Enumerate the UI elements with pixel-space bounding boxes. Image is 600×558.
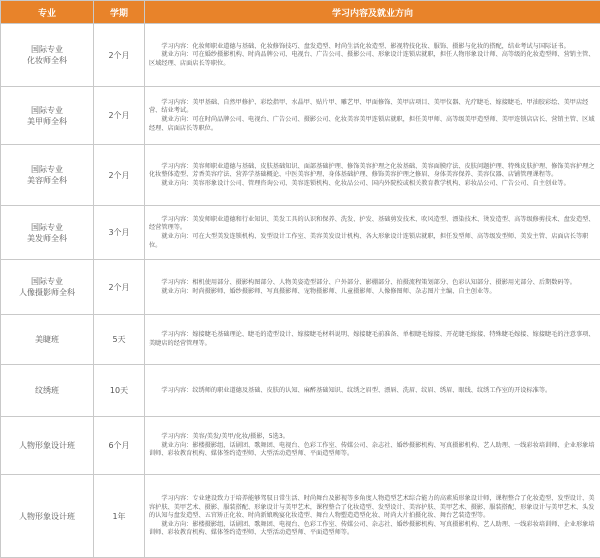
content-cell	[145, 475, 600, 558]
term-cell: 5天	[94, 315, 145, 365]
major-cell	[1, 87, 94, 145]
major-name: 人物形象设计班	[1, 511, 93, 522]
content-cell	[145, 365, 600, 417]
header-term: 学期	[94, 1, 145, 24]
major-name: 化妆师全科	[1, 55, 93, 66]
major-cell	[1, 365, 94, 417]
major-cell	[1, 145, 94, 206]
major-cell	[1, 260, 94, 315]
major-name: 美睫班	[1, 334, 93, 345]
term-cell: 2个月	[94, 145, 145, 206]
major-name: 国际专业	[1, 164, 93, 175]
career-direction-text: 就业方向：美容形象设计公司、管理咨询公司、美容连锁机构、化妆品公司、国内外院校或相关教育教学机构、彩妆品公司、广告公司、自主创业等。	[149, 180, 597, 189]
study-content-text: 学习内容：相机使用部分、摄影构图部分、人物美姿造型部分、户外部分、影棚部分、拍摄流程策划部分、色彩认知部分、摄影用光部分、后期数码等。	[149, 279, 597, 288]
study-content-text: 学习内容：美发师职业道德和行业知识、美发工具的认识和保养、洗发、护发、基础剪发技术、吹风造型、漂染技术、烫发造型、高等级修剪技术、盘发造型、经营管理等。	[149, 216, 597, 233]
major-cell	[1, 417, 94, 475]
career-direction-text: 就业方向：可在大型美发连锁机构、发型设计工作室、美容美发设计机构、各大形象设计连锁店就职，担任发型师、高等级发型师、美发主管、店面店长等职位。	[149, 233, 597, 250]
term-cell: 6个月	[94, 417, 145, 475]
study-content-text: 学习内容：美容/美发/美甲/化妆/摄影，5选3。	[149, 433, 597, 442]
study-content-text: 学习内容：纹绣师的职业道德及基础、皮肤的认知、麻醉基础知识、纹绣之眉型、漂唇、洗眉、纹眉、绣眉、眼线、纹绣工作室的开设标准等。	[149, 387, 597, 396]
table-row	[1, 206, 600, 260]
content-cell	[145, 87, 600, 145]
table-row	[1, 365, 600, 417]
study-content-text: 学习内容：化妆师职业道德与基础、化妆修饰技巧、盘发造型、时尚生活化妆造型、影视特技化妆、服饰、摄影与化妆的搭配，结业考试与国际证书。	[149, 43, 597, 52]
major-cell	[1, 315, 94, 365]
major-cell	[1, 24, 94, 87]
term-cell: 2个月	[94, 260, 145, 315]
table-body	[1, 24, 600, 558]
term-cell: 3个月	[94, 206, 145, 260]
major-name: 人像摄影师全科	[1, 287, 93, 298]
major-name: 人物形象设计班	[1, 440, 93, 451]
table-row	[1, 24, 600, 87]
career-direction-text: 就业方向：可在时尚品牌公司、电视台、广告公司、摄影公司、化妆美容美甲连锁店就职，担任美甲师、高等级美甲造型师、美甲连锁店店长、营销主管、区域经理、店面店长等职位。	[149, 116, 597, 133]
header-major: 专业	[1, 1, 94, 24]
major-name: 美容师全科	[1, 175, 93, 186]
major-name: 国际专业	[1, 222, 93, 233]
table-header-row	[1, 1, 600, 24]
major-name: 国际专业	[1, 276, 93, 287]
career-direction-text: 就业方向：时尚摄影师、婚纱摄影师、写真摄影师、宠物摄影师、儿童摄影师、人像修图师、杂志图片主编、自主创业等。	[149, 288, 597, 297]
major-cell	[1, 475, 94, 558]
major-name: 纹绣班	[1, 385, 93, 396]
career-direction-text: 就业方向：影楼摄影组、话剧团、歌舞团、电视台、色彩工作室、传媒公司、杂志社、婚纱摄影机构、写真摄影机构、艺人助理、一线彩妆培训师、企业形象培训师、彩妆教育机构、媒体签约造型师、大型活动造型师、平面造型师等。	[149, 521, 597, 538]
content-cell	[145, 260, 600, 315]
major-name: 国际专业	[1, 44, 93, 55]
content-cell	[145, 206, 600, 260]
major-cell	[1, 206, 94, 260]
table-row	[1, 315, 600, 365]
career-direction-text: 就业方向：可在婚纱摄影机构、时尚品牌公司、电视台、广告公司、摄影公司、形象设计连锁店就职，担任人物形象设计师、高等级的化妆造型师、营销主管、区域经理、店面店长等职位。	[149, 51, 597, 68]
major-name: 国际专业	[1, 105, 93, 116]
table-row	[1, 260, 600, 315]
content-cell	[145, 145, 600, 206]
content-cell	[145, 315, 600, 365]
table-row	[1, 475, 600, 558]
study-content-text: 学习内容：美甲基础、自然甲修护、彩绘指甲、水晶甲、贴片甲、雕艺甲、甲面修饰、美甲店项目、美甲仪器、光疗睫毛、嫁接睫毛、甲油胶彩绘、美甲店经营、结业考试。	[149, 99, 597, 116]
term-cell: 2个月	[94, 24, 145, 87]
table-row	[1, 417, 600, 475]
content-cell	[145, 417, 600, 475]
study-content-text: 学习内容：专业建设致力于培养能够驾驭日常生活、时尚舞台及影视等多角度人物造型艺术综合能力的高素质形象设计师，课程整合了化妆造型、发型设计、美容护肤、美甲艺术、摄影、服装搭配、形象设计与美甲艺术，课程整合了化妆造型、发型设计、美容护肤、美甲艺术、摄影、服装搭配、形象设计与美甲艺术、头发的认知与盘发造型、五官矫正化妆、时尚新娘晚宴化妆造型、舞台人物塑造造型化妆、时尚大片拍摄化妆、舞台艺装造型等。	[149, 495, 597, 521]
major-name: 美甲师全科	[1, 116, 93, 127]
table-row	[1, 87, 600, 145]
term-cell: 10天	[94, 365, 145, 417]
header-content: 学习内容及就业方向	[145, 1, 600, 24]
content-cell	[145, 24, 600, 87]
term-cell: 1年	[94, 475, 145, 558]
major-name: 美发师全科	[1, 233, 93, 244]
study-content-text: 学习内容：美容师职业道德与基础、皮肤基础知识、面部基础护理、修饰美容护理之化妆基础、美容面膜疗法、皮肤问题护理、特殊皮肤护理、修饰美容护理之化妆整体造型、芳香美容疗法、营养学基础概论、中医美容护理、身体基础护理、修饰美容护理之修眉、身体美容保养、美容仪器、店铺管理课程等。	[149, 163, 597, 180]
career-direction-text: 就业方向：影楼摄影组、话剧团、歌舞团、电视台、色彩工作室、传媒公司、杂志社、婚纱摄影机构、写真摄影机构、艺人助理、一线彩妆培训师、企业形象培训师、彩妆教育机构、媒体签约造型师、大型活动造型师、平面造型师等。	[149, 442, 597, 459]
term-cell: 2个月	[94, 87, 145, 145]
table-row	[1, 145, 600, 206]
study-content-text: 学习内容：嫁接睫毛基础理论、睫毛的造型设计、嫁接睫毛材料说明、嫁接睫毛前准备、单根睫毛嫁接、开花睫毛嫁接、特殊睫毛嫁接、嫁接睫毛的注意事项、美睫店的经营管理等。	[149, 331, 597, 348]
